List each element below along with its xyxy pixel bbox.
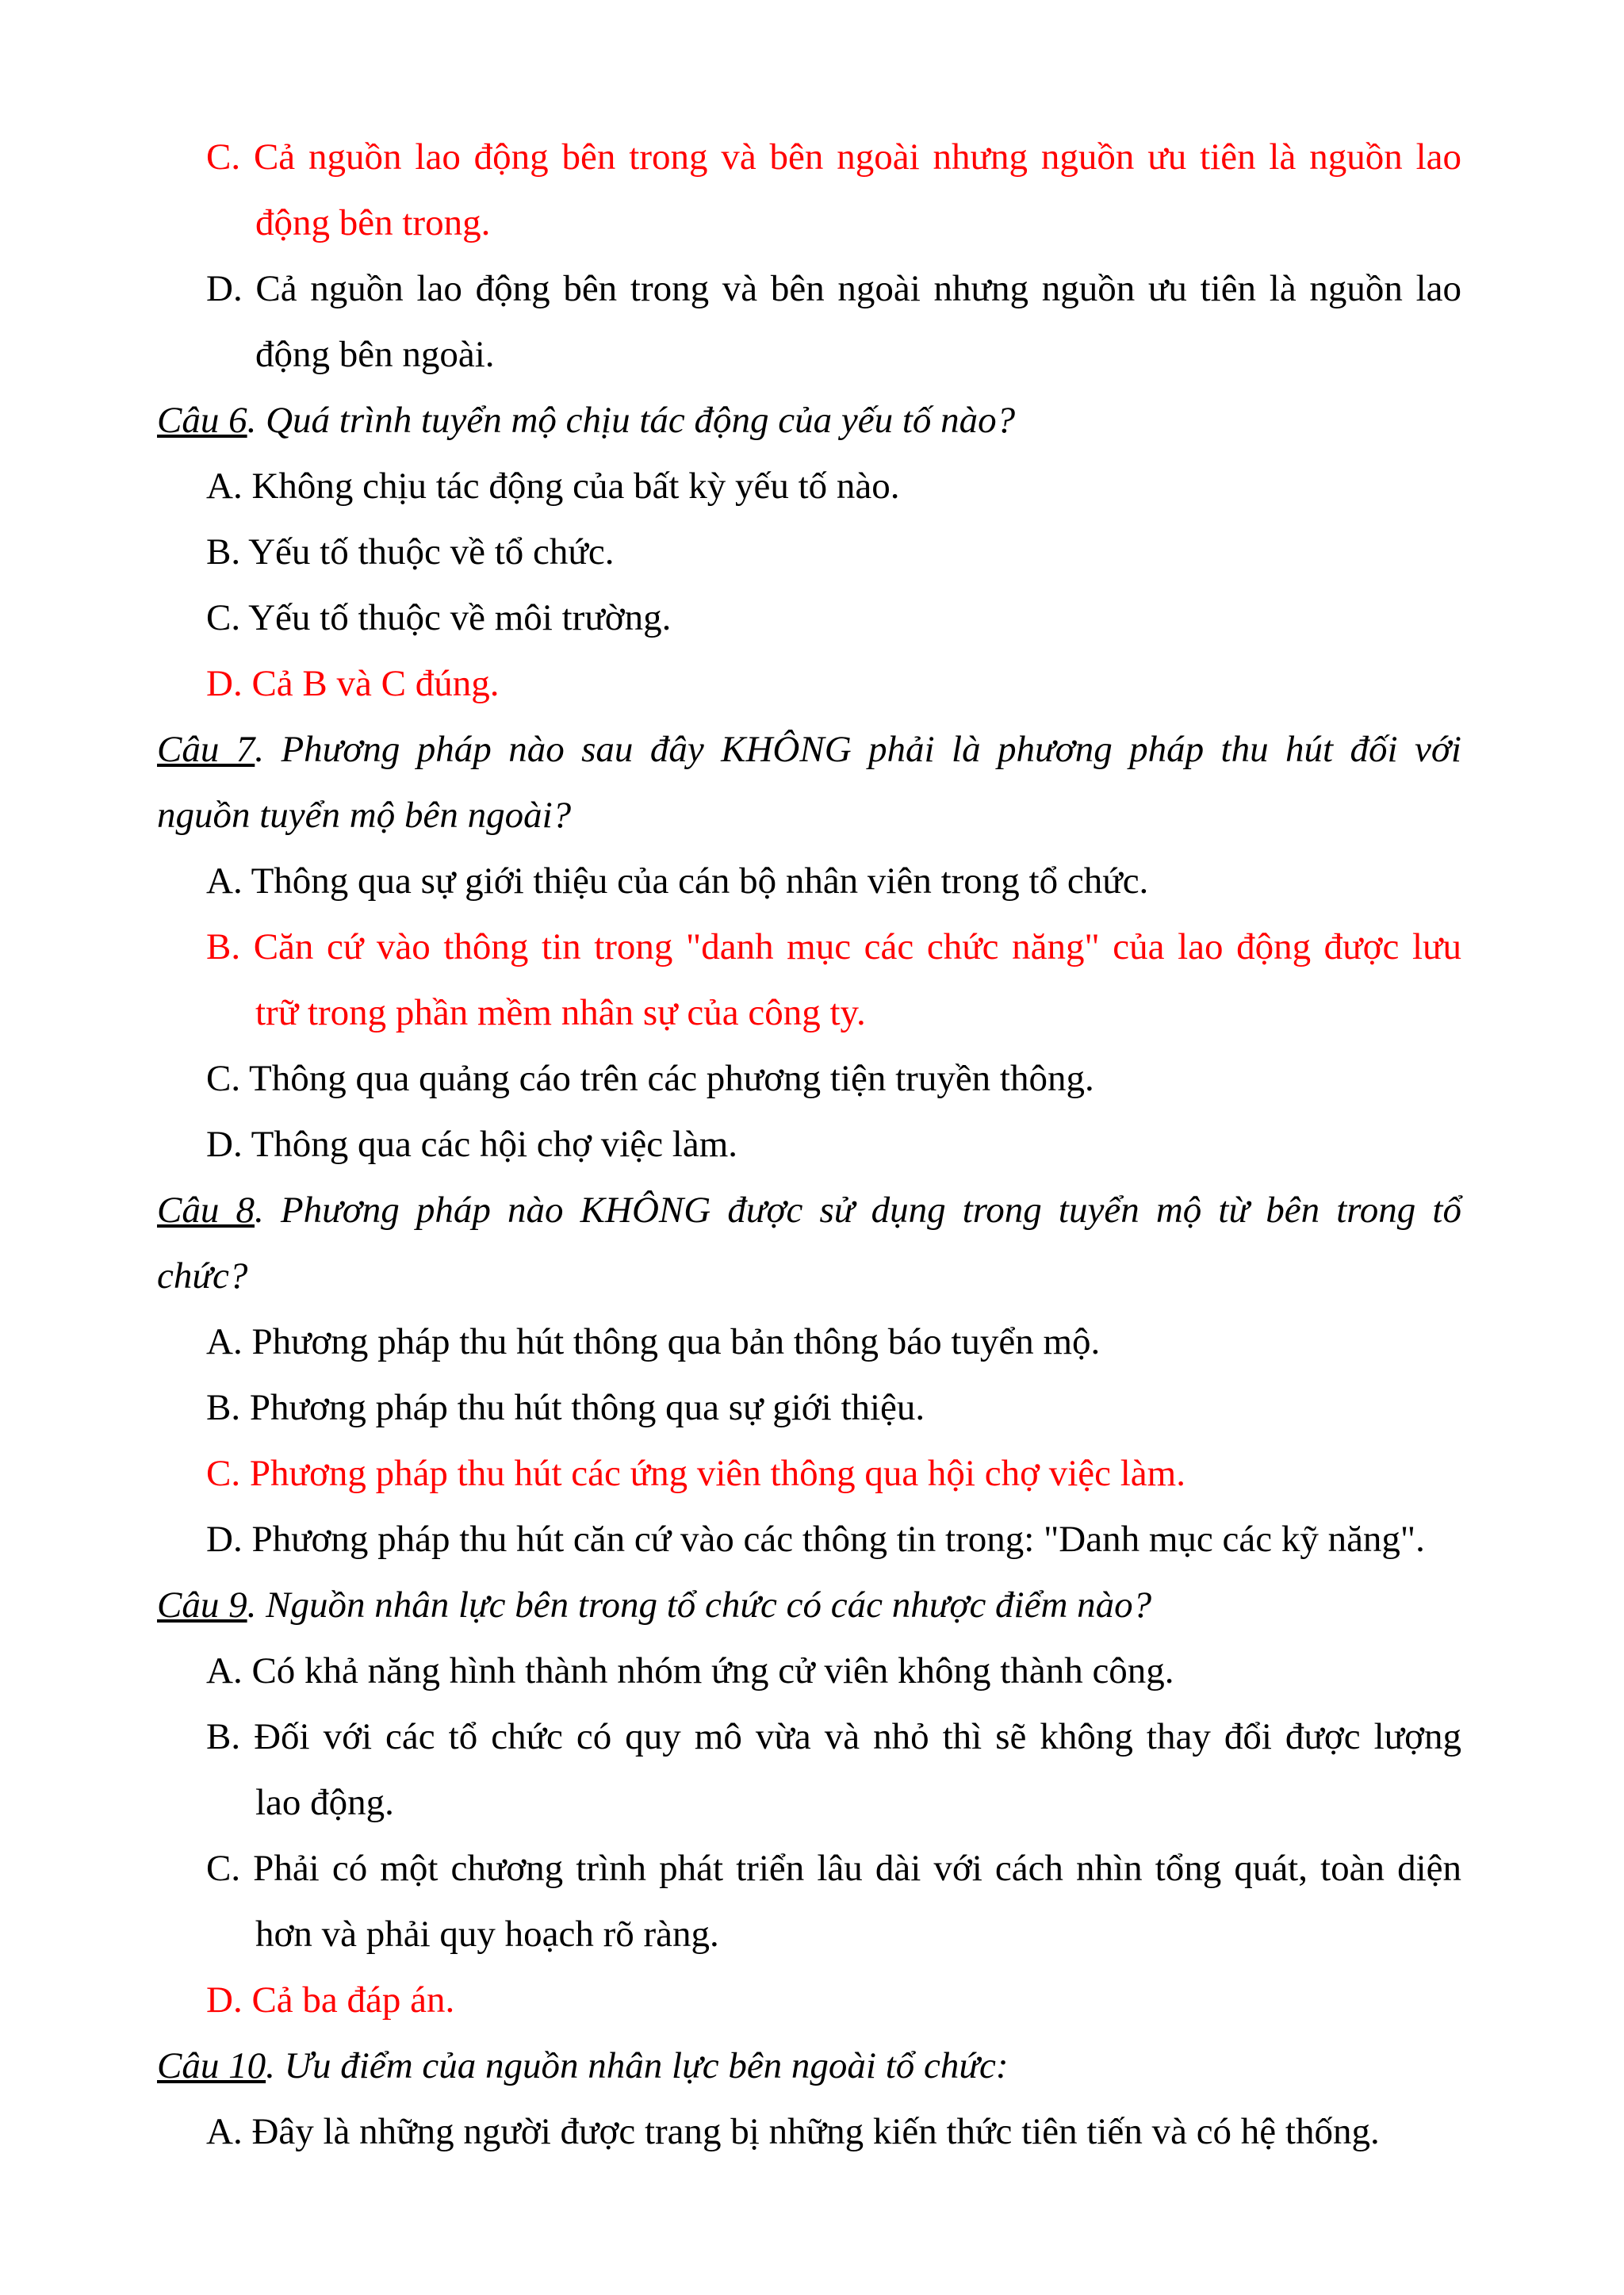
option-d-q5-line2: động bên ngoài.: [255, 334, 495, 375]
question-6-label: Câu 6: [157, 400, 247, 441]
question-7-label: Câu 7: [157, 729, 255, 770]
option-b-q8: B. Phương pháp thu hút thông qua sự giới thiệu.: [206, 1387, 925, 1428]
option-b-q6: B. Yếu tố thuộc về tổ chức.: [206, 531, 615, 573]
option-a-q7: A. Thông qua sự giới thiệu của cán bộ nhân viên trong tổ chức.: [206, 860, 1149, 902]
question-7-line1: [157, 727, 1461, 772]
question-10-label: Câu 10: [157, 2045, 266, 2086]
question-8-text: . Phương pháp nào KHÔNG được sử dụng trong tuyển mộ từ bên trong tổ: [254, 1190, 1461, 1231]
question-10-text: . Ưu điểm của nguồn nhân lực bên ngoài tổ chức:: [266, 2045, 1009, 2086]
option-a-q9: A. Có khả năng hình thành nhóm ứng cử viên không thành công.: [206, 1650, 1174, 1692]
option-d-q5-line1: D. Cả nguồn lao động bên trong và bên ngoài nhưng nguồn ưu tiên là nguồn lao: [206, 268, 1461, 309]
question-8-line2: chức?: [157, 1255, 248, 1297]
option-a-q10: A. Đây là những người được trang bị những kiến thức tiên tiến và có hệ thống.: [206, 2111, 1380, 2152]
option-c-q8: C. Phương pháp thu hút các ứng viên thông qua hội chợ việc làm.: [206, 1453, 1185, 1494]
question-9: [157, 1583, 1151, 1627]
option-a-q8: A. Phương pháp thu hút thông qua bản thông báo tuyển mộ.: [206, 1321, 1101, 1362]
question-8-line1: [157, 1188, 1461, 1232]
option-c-q9-line2: hơn và phải quy hoạch rõ ràng.: [255, 1914, 719, 1955]
option-c-q5-line1: C. Cả nguồn lao động bên trong và bên ngoài nhưng nguồn ưu tiên là nguồn lao: [206, 136, 1461, 178]
question-6-text: . Quá trình tuyển mộ chịu tác động của yếu tố nào?: [247, 400, 1016, 441]
option-d-q8: D. Phương pháp thu hút căn cứ vào các thông tin trong: "Danh mục các kỹ năng".: [206, 1519, 1425, 1560]
option-b-q9-line1: B. Đối với các tổ chức có quy mô vừa và nhỏ thì sẽ không thay đổi được lượng: [206, 1716, 1461, 1757]
option-b-q9-line2: lao động.: [255, 1782, 394, 1823]
question-6: [157, 398, 1015, 443]
option-d-q6: D. Cả B và C đúng.: [206, 663, 500, 704]
option-b-q7-line1: B. Căn cứ vào thông tin trong "danh mục các chức năng" của lao động được lưu: [206, 926, 1461, 967]
option-c-q6: C. Yếu tố thuộc về môi trường.: [206, 597, 672, 638]
question-8-label: Câu 8: [157, 1190, 255, 1231]
question-7-line2: nguồn tuyển mộ bên ngoài?: [157, 795, 572, 836]
question-9-label: Câu 9: [157, 1584, 247, 1626]
option-c-q5-line2: động bên trong.: [255, 202, 491, 243]
option-d-q7: D. Thông qua các hội chợ việc làm.: [206, 1124, 738, 1165]
question-7-text: . Phương pháp nào sau đây KHÔNG phải là phương pháp thu hút đối với: [255, 729, 1461, 770]
option-b-q7-line2: trữ trong phần mềm nhân sự của công ty.: [255, 992, 866, 1033]
option-a-q6: A. Không chịu tác động của bất kỳ yếu tố nào.: [206, 466, 900, 507]
question-10: [157, 2044, 1009, 2088]
option-c-q9-line1: C. Phải có một chương trình phát triển lâu dài với cách nhìn tổng quát, toàn diện: [206, 1848, 1461, 1889]
option-d-q9: D. Cả ba đáp án.: [206, 1979, 455, 2021]
question-9-text: . Nguồn nhân lực bên trong tổ chức có các nhược điểm nào?: [247, 1584, 1152, 1626]
option-c-q7: C. Thông qua quảng cáo trên các phương tiện truyền thông.: [206, 1058, 1094, 1099]
